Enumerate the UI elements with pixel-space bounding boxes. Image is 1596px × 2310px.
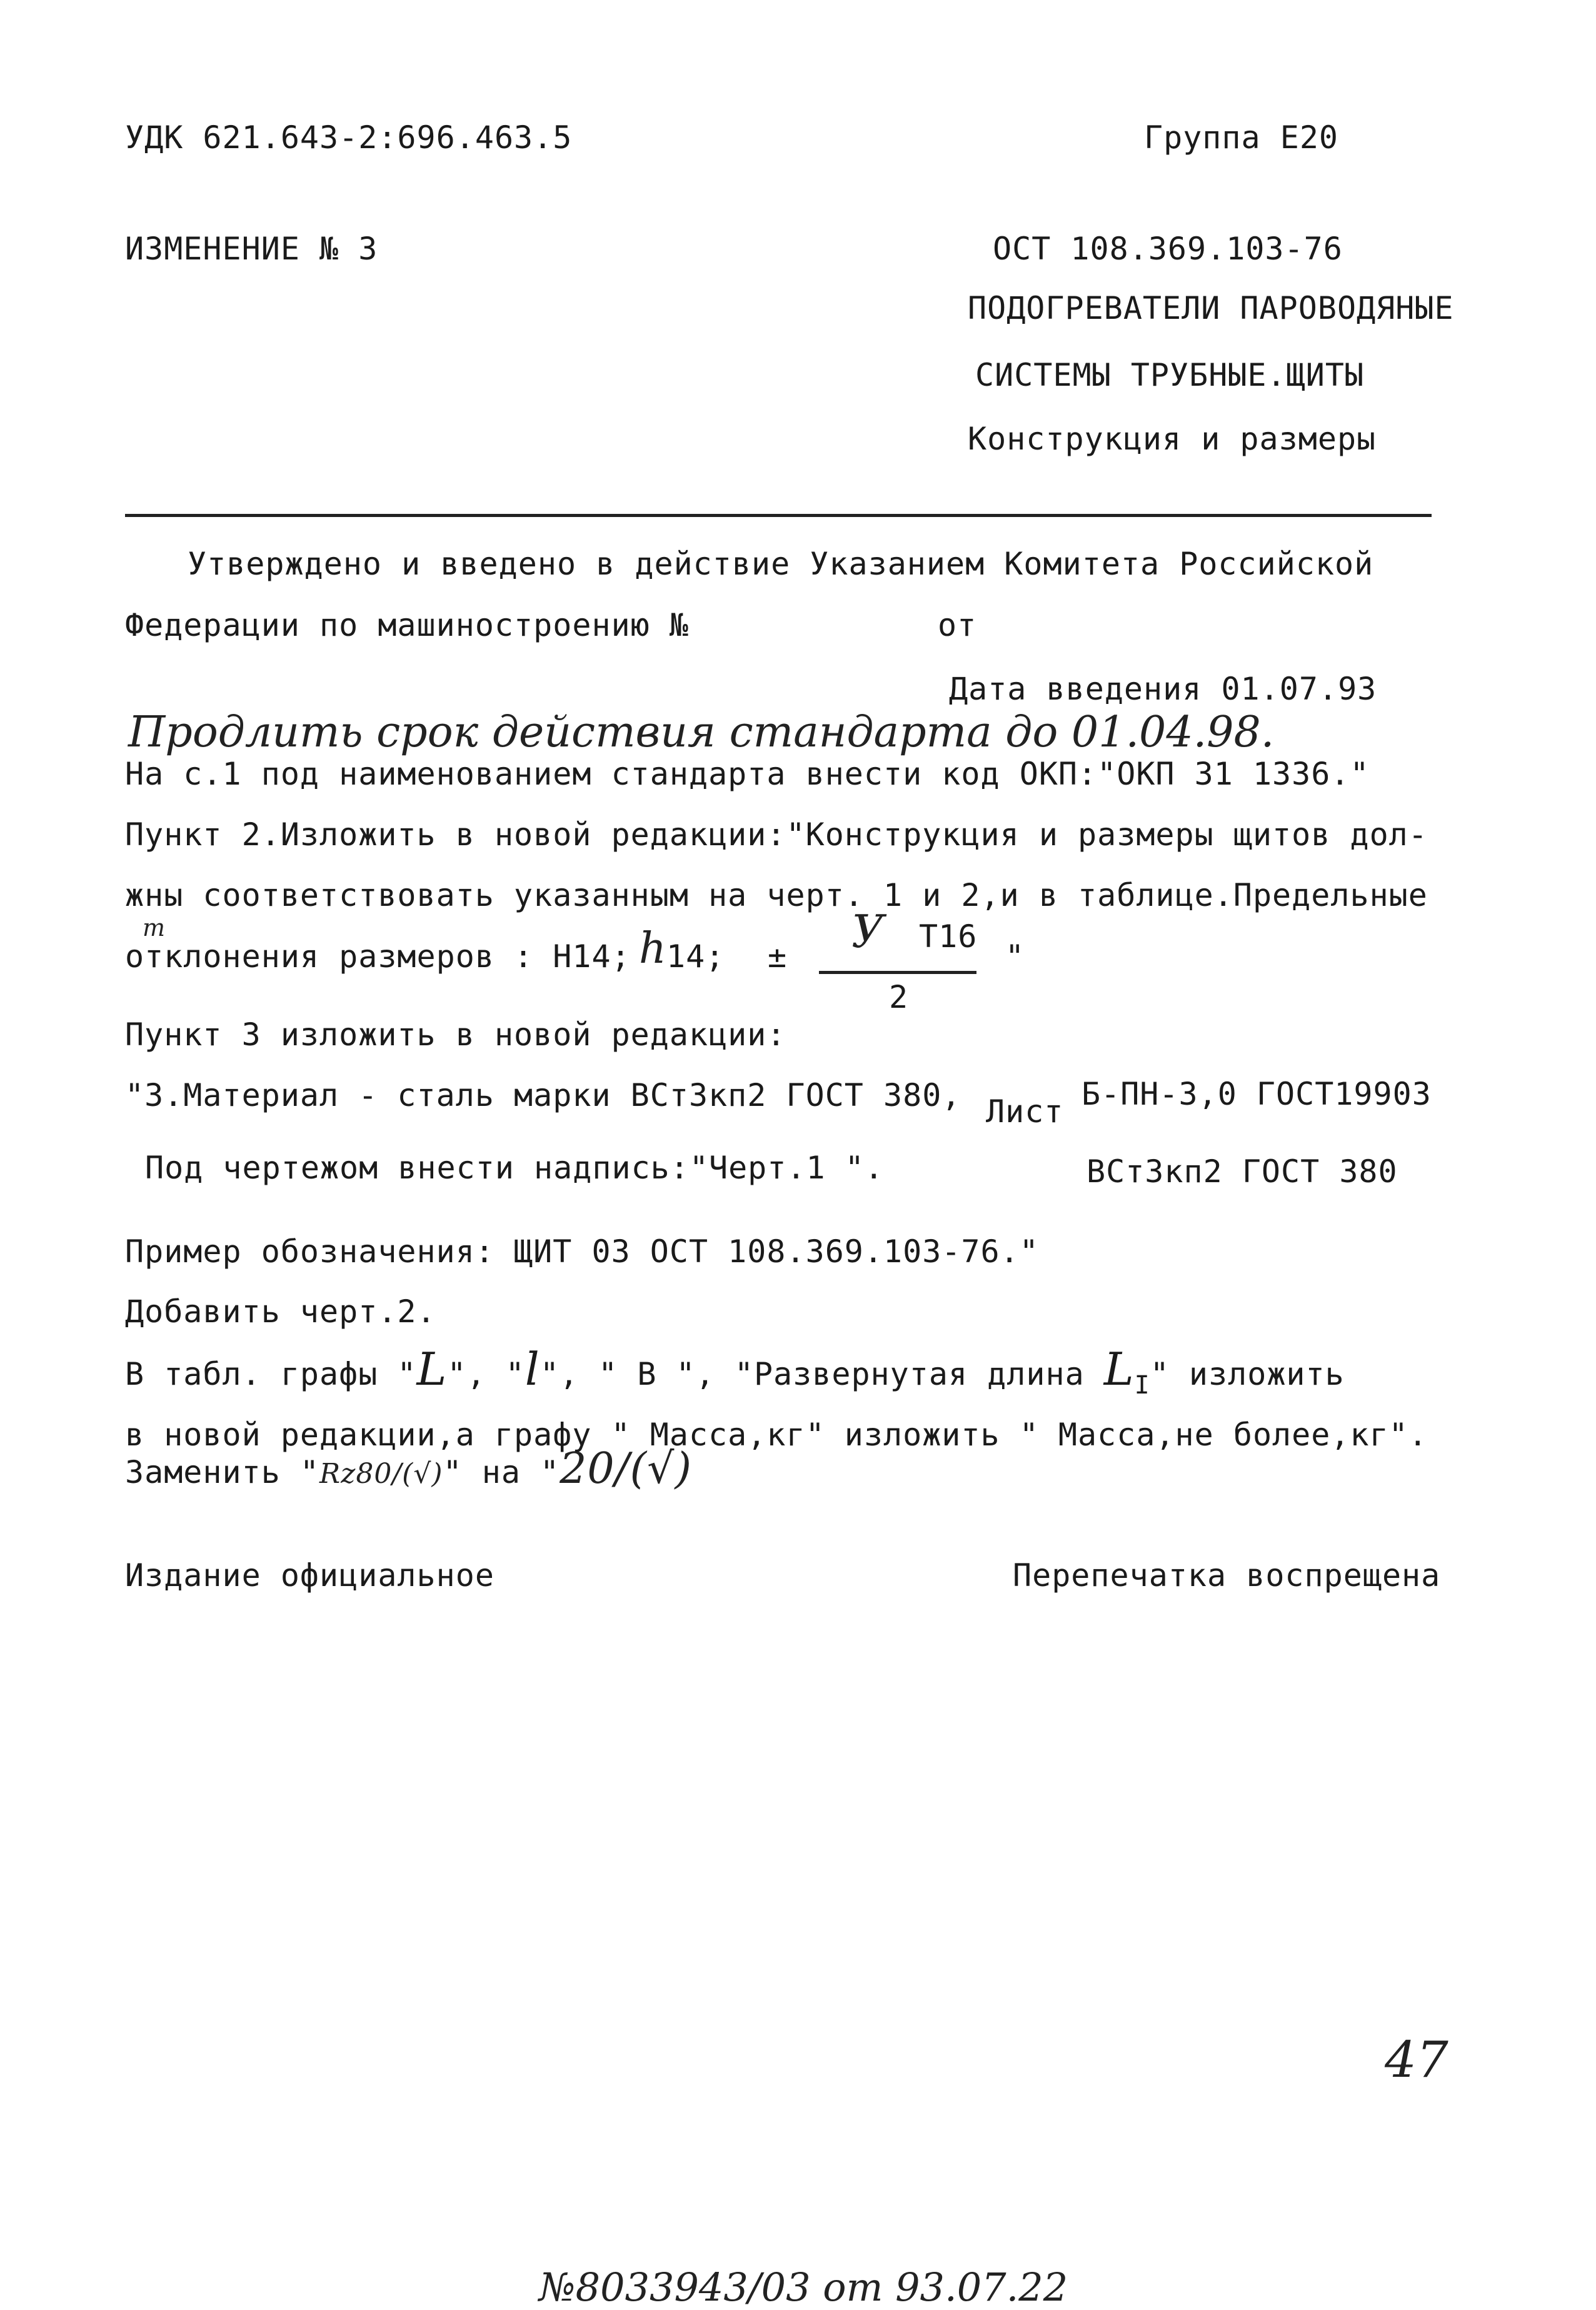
plus-minus-sign: ± — [768, 938, 788, 975]
okp-code-line: На с.1 под наименованием стандарта внести код ОКП:"ОКП 31 1336." — [125, 756, 1370, 792]
point3-material: "3.Материал - сталь марки ВСт3кп2 ГОСТ 380, — [125, 1077, 961, 1113]
point2-tolerances-a: отклонения размеров : Н14; — [125, 938, 631, 975]
amendment-number: ИЗМЕНЕНИЕ № 3 — [125, 231, 378, 267]
approval-line2: Федерации по машиностроению № — [125, 607, 689, 643]
handwritten-y-symbol: У — [851, 905, 885, 958]
point3-list-word: Лист — [986, 1093, 1064, 1130]
standard-title-line3: Конструкция и размеры — [968, 421, 1377, 457]
point2-line2: жны соответствовать указанным на черт. 1 и 2,и в таблице.Предельные — [125, 877, 1428, 913]
header-divider — [125, 514, 1432, 517]
introduction-date-label: Дата введения — [949, 671, 1202, 707]
point2-tolerances-b: 14; — [666, 938, 725, 975]
handwritten-page-number: 47 — [1385, 2031, 1448, 2089]
handwritten-h-symbol: h — [639, 924, 666, 973]
table-columns-text-d: " изложить — [1150, 1356, 1345, 1392]
table-columns-text-a: В табл. графы " — [125, 1356, 417, 1392]
handwritten-roughness-to: 20/(√) — [560, 1444, 692, 1494]
l1-subscript: I — [1134, 1371, 1150, 1400]
handwritten-registration-number: №8033943/03 от 93.07.22 — [539, 2264, 1068, 2310]
reprint-prohibited: Перепечатка воспрещена — [1013, 1557, 1441, 1594]
standard-title-line2: СИСТЕМЫ ТРУБНЫЕ.ЩИТЫ — [975, 357, 1365, 393]
standard-number: ОСТ 108.369.103-76 — [993, 231, 1343, 267]
table-columns-line — [125, 1343, 1345, 1404]
designation-example: Пример обозначения: ЩИТ 03 ОСТ 108.369.103-76." — [125, 1233, 1039, 1270]
official-edition: Издание официальное — [125, 1557, 494, 1594]
handwritten-roughness-from: Rz80/(√) — [319, 1458, 443, 1490]
table-mass-line: в новой редакции,а графу " Масса,кг" изложить " Масса,не более,кг". — [125, 1417, 1428, 1453]
introduction-date-value: 01.07.93 — [1221, 671, 1377, 707]
point3-line1: Пункт 3 изложить в новой редакции: — [125, 1017, 786, 1053]
fraction-bar — [819, 971, 976, 974]
replace-middle: " на " — [443, 1454, 560, 1490]
handwritten-t-superscript: т — [143, 914, 166, 942]
group-code: Группа Е20 — [1144, 119, 1339, 156]
point3-drawing-caption: Под чертежом внести надпись:"Черт.1 ". — [145, 1150, 884, 1186]
handwritten-l-symbol: l — [524, 1343, 540, 1395]
handwritten-extension-note: Продлить срок действия стандарта до 01.04.98. — [128, 708, 1275, 757]
introduction-date — [949, 670, 1377, 708]
point3-material-denominator: ВСт3кп2 ГОСТ 380 — [1087, 1153, 1398, 1190]
fraction-denominator: 2 — [889, 979, 909, 1015]
approval-line1: Утверждено и введено в действие Указанием Комитета Российской — [188, 546, 1374, 582]
approval-from: от — [938, 607, 977, 643]
it16-numerator: Т16 — [919, 918, 978, 955]
replace-label: Заменить " — [125, 1454, 320, 1490]
replace-line — [125, 1444, 692, 1494]
table-columns-text-c: ", " В ", "Развернутая длина — [540, 1356, 1085, 1392]
udk-code: УДК 621.643-2:696.463.5 — [125, 119, 573, 156]
add-drawing-line: Добавить черт.2. — [125, 1293, 436, 1330]
point2-closing-quote: " — [1005, 938, 1025, 975]
standard-title-line1: ПОДОГРЕВАТЕЛИ ПАРОВОДЯНЫЕ — [968, 290, 1454, 326]
handwritten-L1-symbol: L — [1103, 1343, 1135, 1395]
point2-line1: Пункт 2.Изложить в новой редакции:"Конструкция и размеры щитов дол- — [125, 816, 1428, 853]
handwritten-L-symbol: L — [416, 1343, 448, 1395]
point3-material-numerator: Б-ПН-3,0 ГОСТ19903 — [1082, 1076, 1432, 1112]
table-columns-text-b: ", " — [447, 1356, 525, 1392]
